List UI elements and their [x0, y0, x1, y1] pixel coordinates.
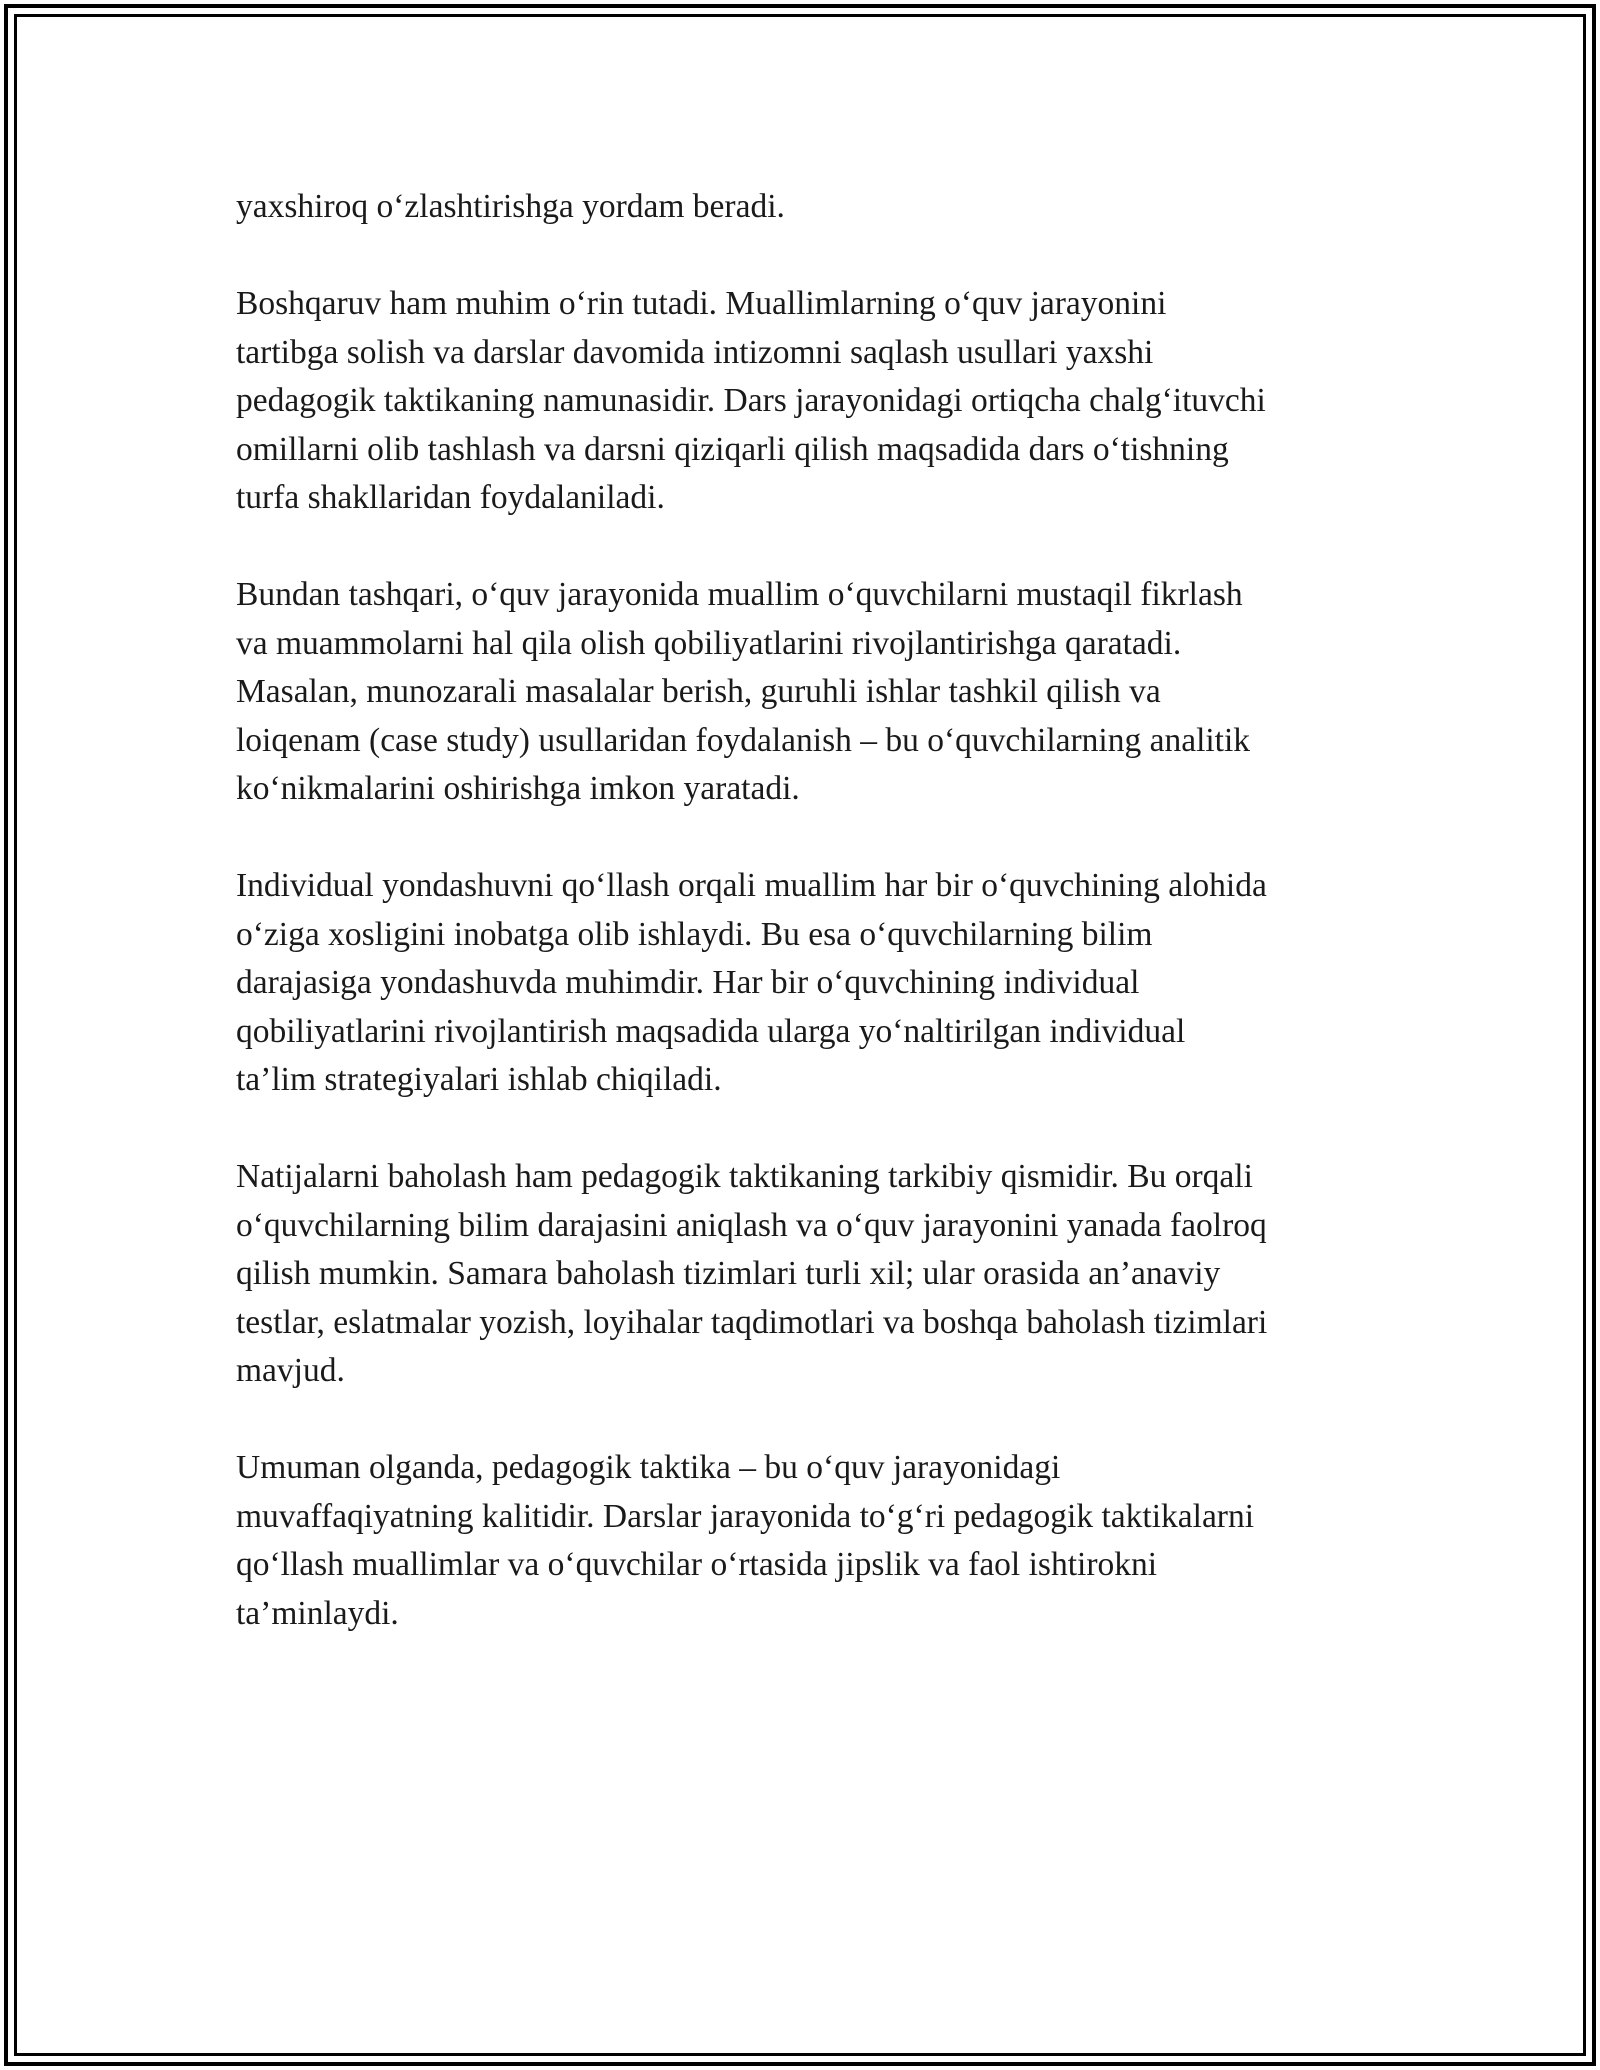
paragraph-individual-yondashuv: Individual yondashuvni qo‘llash orqali muallim har bir o‘quvchining alohida o‘ziga xosligini inobatga olib ishlaydi. Bu esa o‘quvchilarning bilim darajasiga yondashuvda muhimdir. Har bir o‘quvchining individual qobiliyatlarini rivojlantirish maqsadida ularga yo‘naltirilgan individual ta’lim strategiyalari ishlab chiqiladi.	[236, 867, 1267, 1098]
paragraph-natijalarni-baholash: Natijalarni baholash ham pedagogik taktikaning tarkibiy qismidir. Bu orqali o‘quvchilarning bilim darajasini aniqlash va o‘quv jarayonini yanada faolroq qilish mumkin. Samara baholash tizimlari turli xil; ular orasida an’anaviy testlar, eslatmalar yozish, loyihalar taqdimotlari va boshqa baholash tizimlari mavjud.	[236, 1158, 1268, 1389]
paragraph-boshqaruv: Boshqaruv ham muhim o‘rin tutadi. Muallimlarning o‘quv jarayonini tartibga solish va darslar davomida intizomni saqlash usullari yaxshi pedagogik taktikaning namunasidir. Dars jarayonidagi ortiqcha chalg‘ituvchi omillarni olib tashlash va darsni qiziqarli qilish maqsadida dars o‘tishning turfa shakllaridan foydalaniladi.	[236, 285, 1266, 516]
paragraph-continuation: yaxshiroq o‘zlashtirishga yordam beradi.	[236, 188, 785, 225]
paragraph-xulosa: Umuman olganda, pedagogik taktika – bu o‘quv jarayonidagi muvaffaqiyatning kalitidir. Darslar jarayonida to‘g‘ri pedagogik taktikalarni qo‘llash muallimlar va o‘quvchilar o‘rtasida jipslik va faol ishtirokni ta’minlaydi.	[236, 1449, 1255, 1632]
paragraph-mustaqil-fikrlash: Bundan tashqari, o‘quv jarayonida muallim o‘quvchilarni mustaqil fikrlash va muammolarni hal qila olish qobiliyatlarini rivojlantirishga qaratadi. Masalan, munozarali masalalar berish, guruhli ishlar tashkil qilish va loiqenam (case study) usullaridan foydalanish – bu o‘quvchilarning analitik ko‘nikmalarini oshirishga imkon yaratadi.	[236, 576, 1251, 807]
document-body	[236, 183, 1386, 1687]
